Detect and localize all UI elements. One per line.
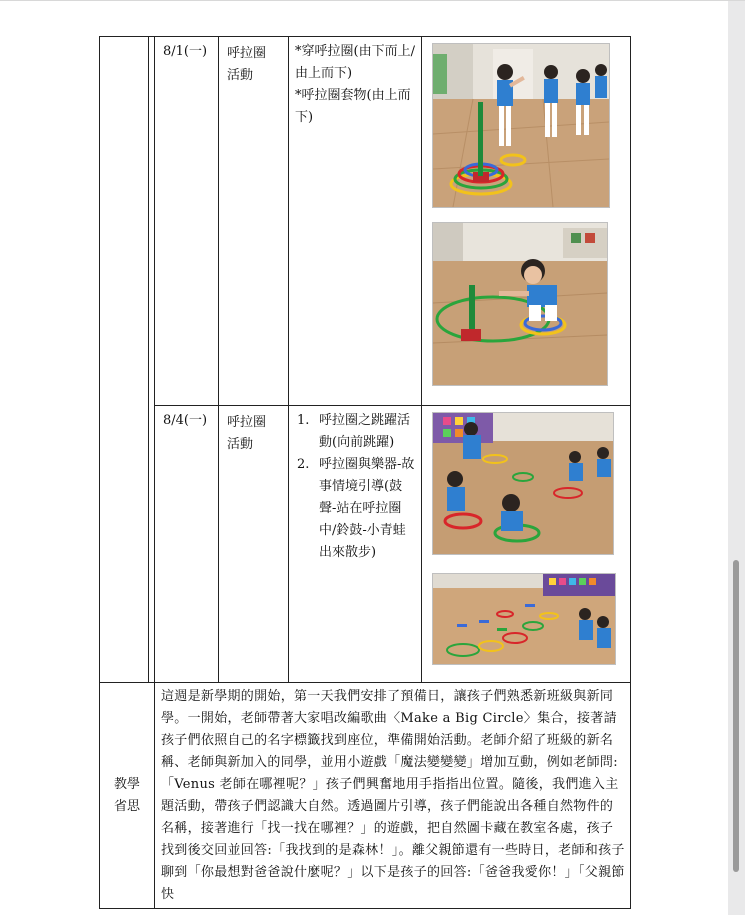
activity-cell: [219, 37, 289, 406]
top-divider: [0, 0, 745, 1]
description-cell: [289, 37, 422, 406]
table-row: [100, 683, 631, 909]
reflection-label: 省思: [113, 798, 140, 814]
list-item: [295, 454, 421, 564]
scrollbar[interactable]: [733, 560, 739, 872]
photo-children-hula-hoop-stacking: [432, 43, 610, 208]
list-text: 呼拉圈之跳躍活動(向前跳躍): [319, 413, 411, 450]
date-cell: 8/4(一): [155, 406, 219, 683]
lesson-table: [99, 36, 631, 909]
left-empty-cell: [100, 37, 149, 683]
description-line: *穿呼拉圈(由下而上/由上而下): [295, 44, 415, 81]
description-cell: [289, 406, 422, 683]
reflection-label-cell: [100, 683, 155, 909]
list-number: 2.: [297, 457, 310, 472]
list-item: [295, 410, 421, 454]
list-number: 1.: [297, 413, 310, 428]
photo-children-in-hoops: [432, 412, 614, 555]
activity-text: 呼拉圈活動: [227, 46, 267, 83]
reflection-text-cell: [155, 683, 631, 909]
photo-cell: [422, 406, 631, 683]
table-row: [100, 37, 631, 406]
list-text: 呼拉圈與樂器-故事情境引導(鼓聲-站在呼拉圈中/鈴鼓-小青蛙出來散步): [319, 457, 415, 560]
activity-cell: [219, 406, 289, 683]
photo-child-placing-hoop-on-pole: [432, 222, 608, 386]
table-row: [100, 406, 631, 683]
date-cell: 8/1(一): [155, 37, 219, 406]
photo-hoops-on-floor: [432, 573, 616, 665]
description-line: *呼拉圈套物(由上而下): [295, 88, 411, 125]
reflection-label: 教學: [113, 776, 140, 792]
photo-cell: [422, 37, 631, 406]
reflection-text: 這週是新學期的開始，第一天我們安排了預備日，讓孩子們熟悉新班級與新同學。一開始，老師帶著大家唱改編歌曲〈Make a Big Circle〉集合，接著請孩子們依照自己的名字標籤找到座位，準備開始活動。老師介紹了班級的新名稱、老師與新加入的同學，並用小遊戲「魔法變變變」增加互動，例如老師問:「Venus 老師在哪裡呢？」孩子們興奮地用手指指出位置。隨後，我們進入主題活動，帶孩子們認識大自然。透過圖片引導，孩子們能說出各種自然物件的名稱，接著進行「找一找在哪裡？」的遊戲，把自然圖卡藏在教室各處，孩子找到後交回並回答:「我找到的是森林！」。離父親節還有一些時日，老師和孩子聊到「你最想對爸爸說什麼呢？」以下是孩子的回答:「爸爸我愛你！」「父親節快: [161, 689, 625, 902]
activity-text: 呼拉圈活動: [227, 415, 267, 452]
